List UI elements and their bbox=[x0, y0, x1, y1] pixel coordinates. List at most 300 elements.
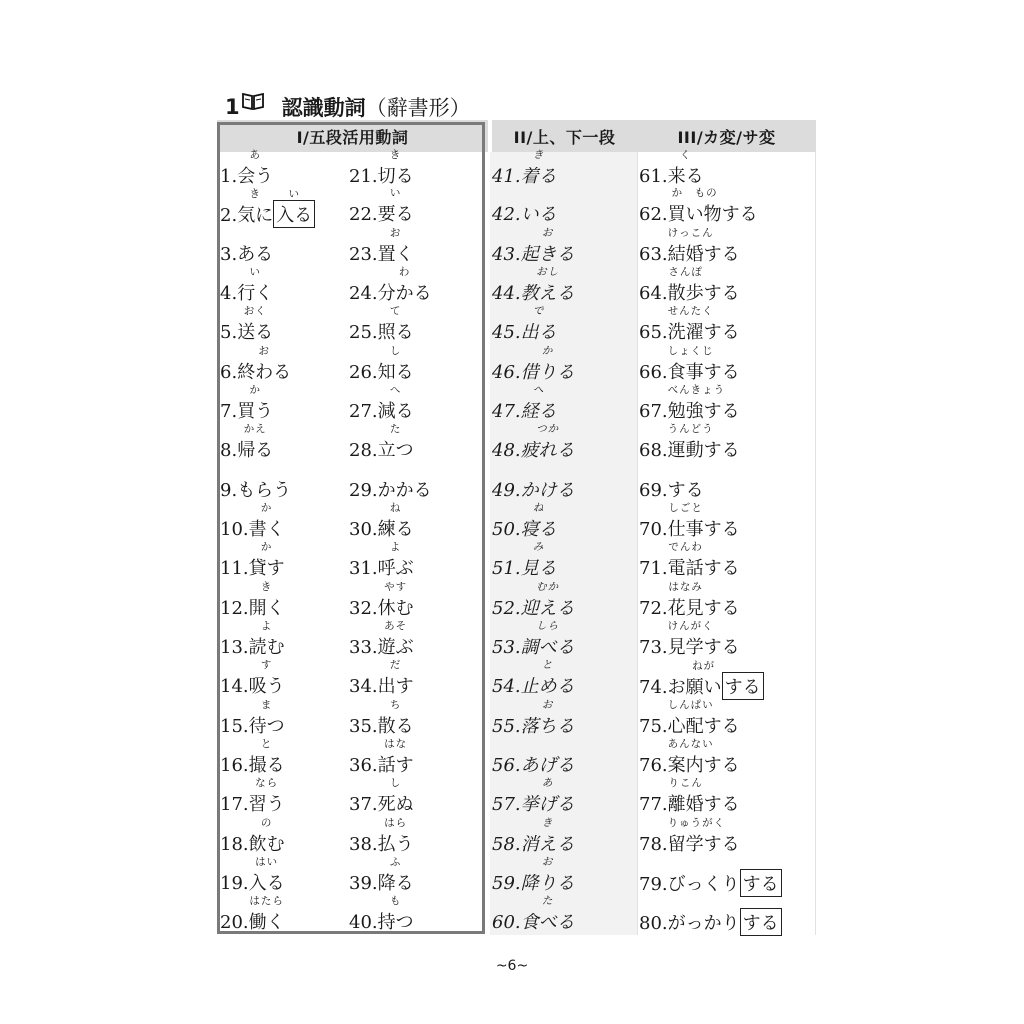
verb-reading: はなみ bbox=[668, 581, 703, 593]
verb-reading: お bbox=[541, 227, 554, 239]
verb-number: 61. bbox=[639, 166, 668, 187]
verb-word bbox=[377, 738, 414, 777]
verb-word bbox=[377, 541, 414, 580]
verb-number: 31. bbox=[349, 558, 378, 579]
verb-number: 53. bbox=[492, 637, 521, 658]
verb-text: がっかり bbox=[667, 913, 740, 934]
verb-number: 42. bbox=[492, 204, 521, 225]
verb-reading: ねが bbox=[692, 660, 716, 672]
verb-word bbox=[377, 856, 414, 895]
verb-text: 電話 bbox=[667, 558, 704, 579]
verb-number: 55. bbox=[492, 716, 521, 737]
verb-reading: み bbox=[532, 541, 545, 553]
verb-word bbox=[520, 581, 575, 620]
verb-reading: あ bbox=[249, 149, 261, 161]
verb-reading: りゅうがく bbox=[667, 817, 726, 829]
verb-text: 教える bbox=[520, 283, 575, 304]
verb-reading: けっこん bbox=[667, 227, 714, 239]
verb-word bbox=[667, 345, 714, 384]
verb-number: 41. bbox=[492, 166, 521, 187]
verb-word bbox=[377, 699, 414, 738]
header-group-1: I/五段活用動詞 bbox=[217, 120, 488, 152]
verb-word bbox=[377, 227, 414, 266]
suru-suffix: する bbox=[703, 637, 740, 658]
suru-suffix: する bbox=[703, 283, 740, 304]
verb-number: 72. bbox=[639, 598, 668, 619]
verb-number: 26. bbox=[349, 362, 378, 383]
verb-reading: き bbox=[532, 149, 545, 161]
verb-number: 10. bbox=[220, 519, 249, 540]
verb-text: 死ぬ bbox=[377, 794, 414, 815]
verb-text: 降りる bbox=[520, 873, 575, 894]
verb-text: 落ちる bbox=[520, 716, 575, 737]
verb-word bbox=[668, 476, 704, 502]
verb-text: 疲れる bbox=[520, 440, 575, 461]
verb-word bbox=[377, 581, 414, 620]
verb-number: 50. bbox=[492, 519, 521, 540]
verb-text: 着る bbox=[520, 166, 557, 187]
verb-word bbox=[248, 856, 285, 895]
verb-reading: ち bbox=[389, 699, 402, 711]
verb-number: 35. bbox=[349, 716, 378, 737]
verb-text: 食べる bbox=[520, 912, 575, 933]
verb-number: 63. bbox=[639, 244, 668, 265]
verb-text: 吸う bbox=[248, 676, 285, 697]
verb-number: 64. bbox=[639, 283, 668, 304]
suru-suffix: する bbox=[703, 244, 740, 265]
verb-reading: ふ bbox=[389, 856, 402, 868]
verb-reading: だ bbox=[389, 659, 402, 671]
verb-word bbox=[248, 502, 285, 541]
verb-number: 48. bbox=[492, 440, 521, 461]
title-paren: （辭書形） bbox=[365, 96, 471, 120]
verb-reading: べんきょう bbox=[667, 384, 726, 396]
verb-text: 会う bbox=[237, 166, 274, 187]
verb-word bbox=[668, 909, 740, 935]
verb-text: かける bbox=[520, 480, 575, 501]
verb-number: 37. bbox=[349, 794, 378, 815]
verb-word bbox=[377, 384, 414, 423]
verb-number: 58. bbox=[492, 834, 521, 855]
verb-number: 73. bbox=[639, 637, 668, 658]
verb-reading: よ bbox=[260, 620, 273, 632]
verb-number: 60. bbox=[492, 912, 521, 933]
verb-reading: ね bbox=[532, 502, 545, 514]
verb-reading: はい bbox=[255, 856, 279, 868]
verb-reading: き bbox=[260, 581, 273, 593]
verb-item bbox=[492, 895, 575, 947]
verb-text: 出る bbox=[520, 322, 557, 343]
verb-text: もらう bbox=[237, 480, 292, 501]
verb-word bbox=[520, 699, 575, 738]
suru-suffix: する bbox=[740, 869, 782, 897]
verb-number: 57. bbox=[492, 794, 521, 815]
verb-text: 照る bbox=[377, 322, 414, 343]
verb-text: いる bbox=[520, 204, 557, 225]
verb-word bbox=[377, 187, 414, 226]
verb-reading: よ bbox=[389, 541, 402, 553]
verb-word bbox=[520, 227, 575, 266]
verb-word bbox=[377, 305, 414, 344]
verb-text: 洗濯 bbox=[667, 322, 704, 343]
verb-word bbox=[377, 659, 414, 698]
verb-text: 開く bbox=[248, 598, 285, 619]
verb-number: 30. bbox=[349, 519, 378, 540]
prefix-reading: き bbox=[249, 188, 261, 200]
verb-word bbox=[237, 476, 291, 502]
verb-item bbox=[492, 149, 557, 201]
verb-text: 調べる bbox=[520, 637, 575, 658]
verb-item bbox=[349, 423, 414, 475]
verb-reading: はな bbox=[384, 738, 408, 750]
verb-reading: お bbox=[258, 345, 270, 357]
verb-text: 買い物 bbox=[667, 204, 722, 225]
verb-word bbox=[520, 777, 575, 816]
verb-word bbox=[520, 817, 575, 856]
verb-word bbox=[520, 620, 575, 659]
verb-text: 待つ bbox=[248, 716, 285, 737]
verb-reading: かえ bbox=[243, 423, 267, 435]
verb-word bbox=[521, 751, 575, 777]
verb-word bbox=[520, 541, 557, 580]
verb-text: 寝る bbox=[520, 519, 557, 540]
verb-word bbox=[667, 423, 714, 462]
verb-item bbox=[639, 423, 740, 475]
verb-number: 23. bbox=[349, 244, 378, 265]
verb-number: 51. bbox=[492, 558, 521, 579]
verb-text: 経る bbox=[520, 401, 557, 422]
verb-word bbox=[248, 817, 285, 856]
verb-text: 切る bbox=[377, 166, 414, 187]
verb-text: 運動 bbox=[667, 440, 704, 461]
verb-number: 16. bbox=[220, 755, 249, 776]
verb-reading: はたら bbox=[249, 895, 284, 907]
suru-suffix: する bbox=[703, 322, 740, 343]
verb-word bbox=[248, 659, 285, 698]
verb-number: 46. bbox=[492, 362, 521, 383]
verb-reading: でんわ bbox=[668, 541, 703, 553]
verb-number: 13. bbox=[220, 637, 249, 658]
verb-word bbox=[520, 384, 557, 423]
verb-word bbox=[667, 699, 714, 738]
verb-number: 44. bbox=[492, 283, 521, 304]
verb-number: 62. bbox=[639, 204, 668, 225]
suru-suffix: する bbox=[703, 755, 740, 776]
verb-number: 25. bbox=[349, 322, 378, 343]
verb-number: 24. bbox=[349, 283, 378, 304]
verb-text: 迎える bbox=[520, 598, 575, 619]
verb-table bbox=[217, 120, 816, 935]
verb-reading: た bbox=[541, 895, 554, 907]
verb-number: 79. bbox=[639, 874, 668, 895]
header-group-3: III/カ変/サ変 bbox=[637, 120, 816, 152]
verb-number: 45. bbox=[492, 322, 521, 343]
verb-word bbox=[667, 266, 704, 305]
verb-number: 4. bbox=[220, 283, 238, 304]
verb-reading: い bbox=[249, 266, 261, 278]
verb-word bbox=[237, 240, 273, 266]
verb-reading: けんがく bbox=[667, 620, 714, 632]
verb-word bbox=[667, 777, 704, 816]
verb-item bbox=[220, 423, 274, 475]
verb-reading: の bbox=[260, 817, 273, 829]
verb-number: 47. bbox=[492, 401, 521, 422]
verb-number: 27. bbox=[349, 401, 378, 422]
verb-item bbox=[639, 908, 782, 947]
verb-text: 散歩 bbox=[667, 283, 704, 304]
verb-word bbox=[520, 345, 575, 384]
verb-text: 勉強 bbox=[667, 401, 704, 422]
verb-reading: しら bbox=[536, 620, 560, 632]
verb-text: 借りる bbox=[520, 362, 575, 383]
verb-word bbox=[667, 227, 714, 266]
verb-text: 留学 bbox=[667, 834, 704, 855]
verb-reading: お bbox=[541, 699, 554, 711]
verb-word bbox=[237, 149, 274, 188]
verb-text: 入る bbox=[276, 205, 313, 226]
verb-number: 19. bbox=[220, 873, 249, 894]
verb-reading: へ bbox=[389, 384, 402, 396]
verb-number: 52. bbox=[492, 598, 521, 619]
suru-suffix: する bbox=[703, 519, 740, 540]
verb-word bbox=[377, 502, 414, 541]
verb-word bbox=[377, 620, 414, 659]
verb-reading: あんない bbox=[667, 738, 714, 750]
verb-text: 飲む bbox=[248, 834, 285, 855]
verb-word bbox=[377, 777, 414, 816]
verb-number: 2. bbox=[220, 205, 238, 226]
verb-reading: せんたく bbox=[667, 305, 714, 317]
verb-word bbox=[667, 541, 704, 580]
verb-word bbox=[685, 660, 722, 699]
verb-text: 送る bbox=[237, 322, 274, 343]
prefix-text: 気に bbox=[237, 205, 274, 226]
verb-number: 20. bbox=[220, 912, 249, 933]
verb-number: 70. bbox=[639, 519, 668, 540]
verb-number: 68. bbox=[639, 440, 668, 461]
verb-text: 見学 bbox=[667, 637, 704, 658]
verb-text: 降る bbox=[377, 873, 414, 894]
verb-item bbox=[639, 817, 740, 869]
verb-text: 止める bbox=[520, 676, 575, 697]
verb-number: 43. bbox=[492, 244, 521, 265]
verb-reading: りこん bbox=[668, 777, 703, 789]
verb-number: 8. bbox=[220, 440, 238, 461]
verb-word bbox=[248, 895, 285, 934]
verb-reading: か もの bbox=[671, 187, 718, 199]
verb-reading: も bbox=[389, 895, 402, 907]
verb-number: 56. bbox=[492, 755, 521, 776]
verb-number: 59. bbox=[492, 873, 521, 894]
verb-text: 仕事 bbox=[667, 519, 704, 540]
verb-text: 花見 bbox=[667, 598, 704, 619]
verb-word bbox=[273, 188, 315, 228]
verb-reading: やす bbox=[384, 581, 408, 593]
verb-text: 撮る bbox=[248, 755, 285, 776]
verb-text: 買う bbox=[237, 401, 274, 422]
verb-text: 起きる bbox=[520, 244, 575, 265]
verb-text: 願い bbox=[685, 677, 722, 698]
verb-word bbox=[237, 423, 274, 462]
verb-text: 知る bbox=[377, 362, 414, 383]
verb-number: 6. bbox=[220, 362, 238, 383]
verb-number: 71. bbox=[639, 558, 668, 579]
suru-suffix: する bbox=[703, 558, 740, 579]
verb-reading: むか bbox=[536, 581, 560, 593]
verb-word bbox=[248, 777, 285, 816]
verb-reading: あ bbox=[541, 777, 554, 789]
verb-word bbox=[667, 502, 704, 541]
verb-text: 置く bbox=[377, 244, 414, 265]
verb-word bbox=[667, 581, 704, 620]
verb-reading: き bbox=[389, 149, 402, 161]
verb-reading: か bbox=[260, 502, 273, 514]
verb-number: 5. bbox=[220, 322, 238, 343]
verb-word bbox=[248, 541, 285, 580]
verb-text: 消える bbox=[520, 834, 575, 855]
verb-number: 33. bbox=[349, 637, 378, 658]
verb-reading: へ bbox=[532, 384, 545, 396]
verb-text: 立つ bbox=[377, 440, 414, 461]
verb-text: 食事 bbox=[667, 362, 704, 383]
verb-text: 読む bbox=[248, 637, 285, 658]
verb-reading: い bbox=[288, 188, 300, 200]
column-divider bbox=[637, 120, 638, 935]
verb-number: 7. bbox=[220, 401, 238, 422]
verb-word bbox=[377, 345, 414, 384]
verb-item bbox=[492, 423, 575, 475]
suru-suffix: する bbox=[740, 908, 782, 936]
verb-word bbox=[521, 476, 575, 502]
verb-reading: す bbox=[260, 659, 273, 671]
verb-number: 77. bbox=[639, 794, 668, 815]
verb-text: 見る bbox=[520, 558, 557, 579]
verb-word bbox=[667, 620, 714, 659]
title-number: 1 bbox=[225, 95, 240, 119]
verb-text: 払う bbox=[377, 834, 414, 855]
verb-text: 減る bbox=[377, 401, 414, 422]
verb-text: 呼ぶ bbox=[377, 558, 414, 579]
verb-number: 22. bbox=[349, 204, 378, 225]
verb-reading: しょくじ bbox=[667, 345, 714, 357]
verb-word bbox=[377, 423, 414, 462]
verb-reading: か bbox=[249, 384, 261, 396]
verb-number: 76. bbox=[639, 755, 668, 776]
verb-number: 80. bbox=[639, 913, 668, 934]
verb-text: 習う bbox=[248, 794, 285, 815]
verb-text: ある bbox=[237, 244, 274, 265]
verb-number: 74. bbox=[639, 677, 668, 698]
verb-text: 帰る bbox=[237, 440, 274, 461]
verb-number: 12. bbox=[220, 598, 249, 619]
verb-text: 心配 bbox=[667, 716, 704, 737]
verb-text: 書く bbox=[248, 519, 285, 540]
verb-reading: し bbox=[389, 345, 402, 357]
verb-number: 40. bbox=[349, 912, 378, 933]
verb-word bbox=[248, 699, 285, 738]
table-right-border bbox=[815, 120, 816, 935]
prefix-text: お bbox=[667, 677, 686, 698]
verb-reading: き bbox=[541, 817, 554, 829]
verb-word bbox=[377, 895, 414, 934]
verb-number: 17. bbox=[220, 794, 249, 815]
suru-suffix: する bbox=[703, 834, 740, 855]
verb-text: 貸す bbox=[248, 558, 285, 579]
verb-reading: はら bbox=[384, 817, 408, 829]
header-group-2: II/上、下一段 bbox=[492, 120, 637, 152]
verb-number: 11. bbox=[220, 558, 249, 579]
verb-reading: しんぱい bbox=[667, 699, 714, 711]
verb-number: 65. bbox=[639, 322, 668, 343]
verb-word bbox=[378, 476, 432, 502]
verb-text: 話す bbox=[377, 755, 414, 776]
verb-text: 働く bbox=[248, 912, 285, 933]
verb-number: 21. bbox=[349, 166, 378, 187]
verb-reading: さんぽ bbox=[668, 266, 703, 278]
verb-number: 28. bbox=[349, 440, 378, 461]
verb-reading: お bbox=[389, 227, 402, 239]
verb-word bbox=[667, 187, 722, 226]
suru-suffix: する bbox=[703, 794, 740, 815]
verb-text: 要る bbox=[377, 204, 414, 225]
verb-reading: い bbox=[389, 187, 402, 199]
verb-number: 15. bbox=[220, 716, 249, 737]
verb-reading: なら bbox=[255, 777, 279, 789]
verb-text: する bbox=[667, 480, 704, 501]
verb-reading: た bbox=[389, 423, 402, 435]
verb-word bbox=[667, 738, 714, 777]
verb-reading: ね bbox=[389, 502, 402, 514]
verb-reading: おし bbox=[536, 266, 560, 278]
suru-suffix: する bbox=[721, 204, 758, 225]
suru-suffix: する bbox=[722, 672, 764, 700]
suru-suffix: する bbox=[703, 598, 740, 619]
verb-text: 遊ぶ bbox=[377, 637, 414, 658]
verb-item bbox=[639, 869, 782, 908]
verb-reading: つか bbox=[536, 423, 560, 435]
verb-word bbox=[520, 305, 557, 344]
verb-number: 39. bbox=[349, 873, 378, 894]
verb-reading: く bbox=[679, 149, 692, 161]
verb-text: 結婚 bbox=[667, 244, 704, 265]
verb-prefix bbox=[237, 188, 274, 227]
verb-reading: おく bbox=[243, 305, 267, 317]
verb-text: 来る bbox=[667, 166, 704, 187]
suru-suffix: する bbox=[703, 440, 740, 461]
verb-number: 29. bbox=[349, 480, 378, 501]
verb-word bbox=[520, 502, 557, 541]
verb-number: 66. bbox=[639, 362, 668, 383]
verb-reading: あそ bbox=[384, 620, 408, 632]
verb-word bbox=[520, 149, 557, 188]
verb-item bbox=[220, 188, 315, 239]
verb-number: 69. bbox=[639, 480, 668, 501]
page-number: ~6~ bbox=[495, 958, 529, 974]
verb-reading: し bbox=[389, 777, 402, 789]
verb-word bbox=[377, 817, 414, 856]
verb-word bbox=[667, 305, 714, 344]
verb-reading: か bbox=[541, 345, 554, 357]
verb-number: 54. bbox=[492, 676, 521, 697]
verb-reading: と bbox=[541, 659, 554, 671]
verb-text: あげる bbox=[520, 755, 575, 776]
verb-prefix bbox=[668, 673, 686, 699]
verb-word bbox=[520, 423, 575, 462]
verb-number: 75. bbox=[639, 716, 668, 737]
suru-suffix: する bbox=[703, 401, 740, 422]
book-icon bbox=[242, 92, 264, 110]
verb-number: 18. bbox=[220, 834, 249, 855]
